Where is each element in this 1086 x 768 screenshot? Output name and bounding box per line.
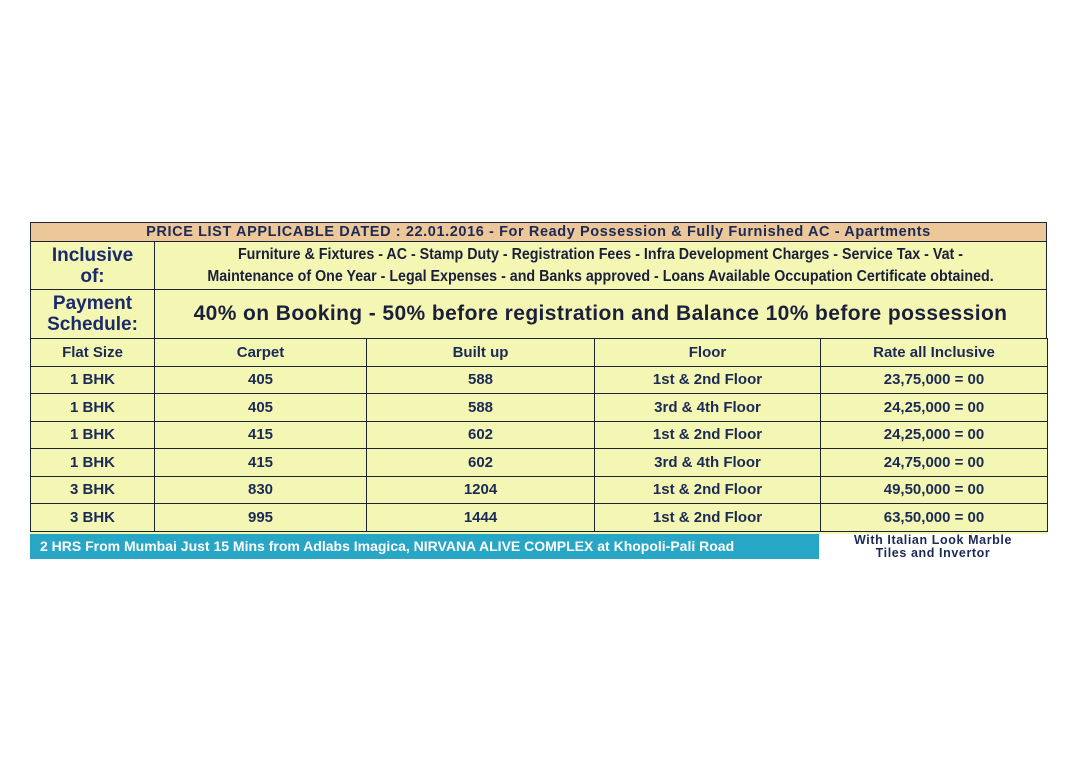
cell-floor: 1st & 2nd Floor (595, 421, 821, 449)
table-row (31, 504, 1048, 532)
table-header-row (31, 339, 1048, 367)
col-built-up: Built up (367, 339, 595, 367)
rate-note (819, 534, 1047, 559)
payment-schedule (154, 289, 1047, 339)
cell-carpet: 415 (155, 449, 367, 477)
payment-label (30, 289, 155, 339)
location-banner: 2 HRS From Mumbai Just 15 Mins from Adlabs Imagica, NIRVANA ALIVE COMPLEX at Khopoli-Pali Road (30, 534, 819, 559)
price-table (30, 338, 1048, 532)
cell-rate: 24,75,000 = 00 (821, 449, 1048, 477)
table-row (31, 394, 1048, 422)
cell-flat-size: 1 BHK (31, 421, 155, 449)
table-row (31, 476, 1048, 504)
cell-rate: 49,50,000 = 00 (821, 476, 1048, 504)
cell-flat-size: 1 BHK (31, 449, 155, 477)
inclusive-details (154, 241, 1047, 290)
col-carpet: Carpet (155, 339, 367, 367)
cell-rate: 24,25,000 = 00 (821, 421, 1048, 449)
inclusive-line2: Maintenance of One Year - Legal Expenses - and Banks approved - Loans Available Occupation Certificate obtained. (207, 267, 994, 285)
cell-built-up: 588 (367, 366, 595, 394)
cell-floor: 1st & 2nd Floor (595, 366, 821, 394)
inclusive-line1: Furniture & Fixtures - AC - Stamp Duty - Registration Fees - Infra Development Charges - Service Tax - Vat - (237, 245, 964, 263)
cell-carpet: 415 (155, 421, 367, 449)
table-row (31, 421, 1048, 449)
payment-schedule-text: 40% on Booking - 50% before registration and Balance 10% before possession (193, 302, 1008, 325)
inclusive-label-line2: of: (80, 265, 105, 287)
cell-built-up: 1444 (367, 504, 595, 532)
cell-rate: 23,75,000 = 00 (821, 366, 1048, 394)
cell-flat-size: 3 BHK (31, 476, 155, 504)
cell-rate: 24,25,000 = 00 (821, 394, 1048, 422)
cell-built-up: 602 (367, 449, 595, 477)
col-floor: Floor (595, 339, 821, 367)
cell-built-up: 1204 (367, 476, 595, 504)
table-row (31, 366, 1048, 394)
payment-label-line1: Payment (52, 293, 133, 314)
col-rate: Rate all Inclusive (821, 339, 1048, 367)
cell-flat-size: 1 BHK (31, 366, 155, 394)
payment-label-line2: Schedule: (47, 314, 138, 335)
cell-carpet: 995 (155, 504, 367, 532)
table-row (31, 449, 1048, 477)
price-list-title: PRICE LIST APPLICABLE DATED : 22.01.2016 - For Ready Possession & Fully Furnished AC - Apartments (30, 222, 1047, 242)
price-list-sheet (30, 222, 1047, 559)
rate-note-line1: With Italian Look Marble (853, 534, 1013, 547)
cell-carpet: 405 (155, 394, 367, 422)
cell-built-up: 588 (367, 394, 595, 422)
rate-note-line2: Tiles and Invertor (875, 545, 991, 559)
inclusive-label-line1: Inclusive (51, 244, 134, 266)
cell-built-up: 602 (367, 421, 595, 449)
col-flat-size: Flat Size (31, 339, 155, 367)
cell-rate: 63,50,000 = 00 (821, 504, 1048, 532)
cell-floor: 3rd & 4th Floor (595, 394, 821, 422)
inclusive-label (30, 241, 155, 290)
cell-carpet: 830 (155, 476, 367, 504)
cell-floor: 1st & 2nd Floor (595, 504, 821, 532)
cell-carpet: 405 (155, 366, 367, 394)
cell-floor: 3rd & 4th Floor (595, 449, 821, 477)
cell-floor: 1st & 2nd Floor (595, 476, 821, 504)
cell-flat-size: 3 BHK (31, 504, 155, 532)
cell-flat-size: 1 BHK (31, 394, 155, 422)
